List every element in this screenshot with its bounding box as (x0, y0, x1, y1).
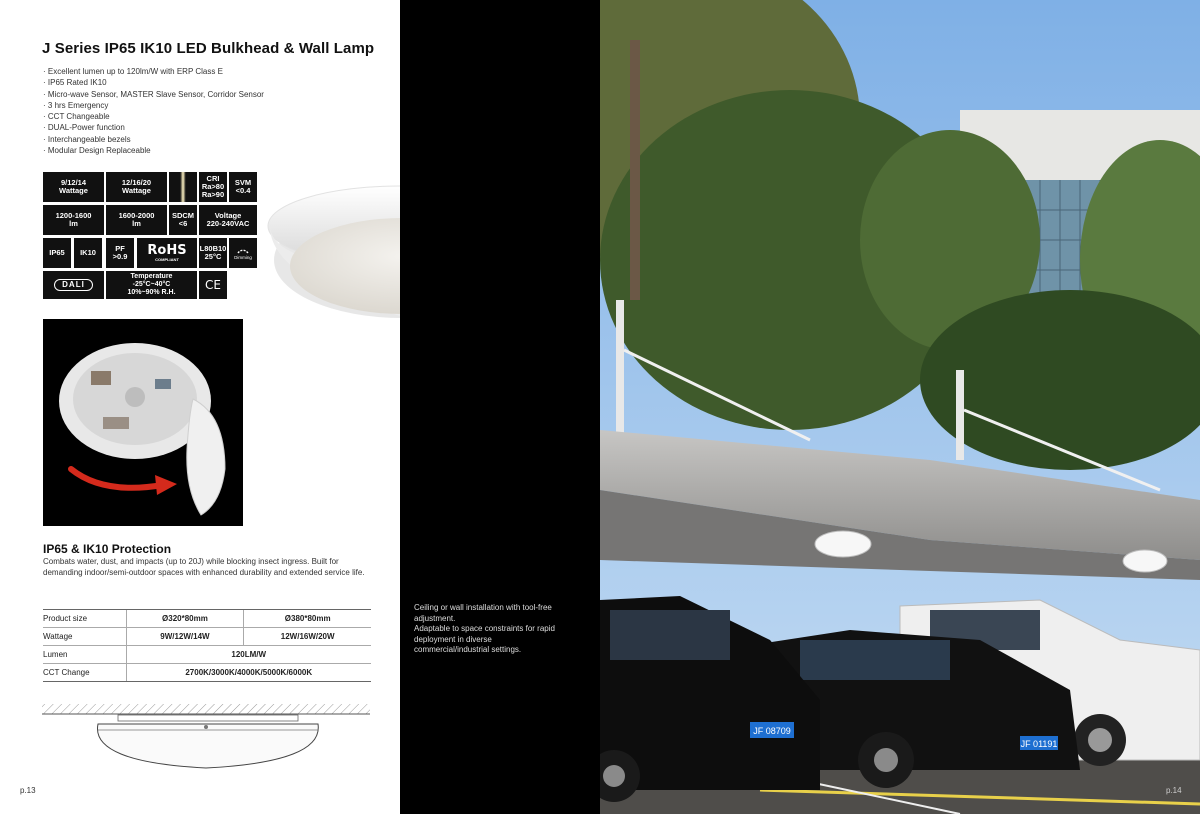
installation-text-body: Ceiling or wall installation with tool-free adjustment. Adaptable to space constraints for rapid deployment in diverse commercial/industrial settings. (414, 603, 555, 654)
page-title: J Series IP65 IK10 LED Bulkhead & Wall Lamp (42, 40, 375, 57)
table-cell: Ø380*80mm (244, 610, 371, 628)
page-number: p.14 (1166, 786, 1182, 795)
ik10-icon: IK10 (74, 238, 102, 268)
table-row (43, 646, 371, 664)
table-cell: 12W/16W/20W (244, 628, 371, 646)
ce-icon: CE (199, 271, 227, 299)
table-cell: 120LM/W (126, 646, 371, 664)
lamp-interior-photo (43, 319, 243, 526)
light-beam-icon (169, 172, 197, 202)
table-row (43, 664, 371, 682)
carport-photo (600, 0, 1200, 814)
dali-label: DALI (54, 279, 93, 291)
wattage-b-icon: 12/16/20 Wattage (106, 172, 167, 202)
feature-item: · DUAL-Power function (43, 122, 264, 133)
lumen-a-icon: 1200-1600 lm (43, 205, 104, 235)
l80b10-icon: L80B10 25°C (199, 238, 227, 268)
ip65-icon: IP65 (43, 238, 71, 268)
protection-heading: IP65 & IK10 Protection (43, 542, 172, 556)
feature-item: · Modular Design Replaceable (43, 145, 264, 156)
cri-icon: CRI Ra>80 Ra>90 (199, 172, 227, 202)
feature-list (43, 66, 264, 156)
rohs-icon (137, 238, 197, 268)
dimming-label: Dimming (234, 255, 252, 260)
voltage-icon: Voltage 220-240VAC (199, 205, 257, 235)
carport-scene-illustration (600, 0, 1200, 814)
feature-item: · Micro-wave Sensor, MASTER Slave Sensor, Corridor Sensor (43, 89, 264, 100)
technical-drawing (40, 700, 372, 780)
feature-item: · Excellent lumen up to 120lm/W with ERP Class E (43, 66, 264, 77)
table-cell: 2700K/3000K/4000K/5000K/6000K (126, 664, 371, 682)
spec-table (43, 609, 371, 682)
table-row (43, 610, 371, 628)
table-cell: 9W/12W/14W (126, 628, 244, 646)
kia-plate-text: JF 08709 (753, 726, 791, 736)
feature-item: · CCT Changeable (43, 111, 264, 122)
installation-text (414, 603, 564, 656)
table-label: Product size (43, 610, 126, 628)
table-row (43, 628, 371, 646)
table-label: CCT Change (43, 664, 126, 682)
table-cell: Ø320*80mm (126, 610, 244, 628)
protection-description: Combats water, dust, and impacts (up to 20J) while blocking insect ingress. Built for demanding indoor/semi-outdoor spaces with enhanced durability and extended service life. (43, 557, 365, 577)
dimming-dial-icon (236, 244, 250, 254)
dali-icon (43, 271, 104, 299)
table-label: Wattage (43, 628, 126, 646)
rohs-sub-label: COMPLIANT (155, 257, 179, 262)
lumen-b-icon: 1600-2000 lm (106, 205, 167, 235)
feature-item: · 3 hrs Emergency (43, 100, 264, 111)
dimming-icon (229, 238, 257, 268)
lamp-interior-illustration (43, 319, 243, 526)
pf-icon: PF >0.9 (106, 238, 134, 268)
page-number: p.13 (20, 786, 36, 795)
left-page (0, 0, 400, 814)
citroen-plate-text: JF 01191 (1020, 739, 1058, 749)
wattage-a-icon: 9/12/14 Wattage (43, 172, 104, 202)
temperature-icon: Temperature -25°C~40°C 10%~90% R.H. (106, 271, 197, 299)
feature-item: · Interchangeable bezels (43, 134, 264, 145)
sdcm-icon: SDCM <6 (169, 205, 197, 235)
svm-icon: SVM <0.4 (229, 172, 257, 202)
table-label: Lumen (43, 646, 126, 664)
feature-item: · IP65 Rated IK10 (43, 77, 264, 88)
black-panel (400, 0, 600, 814)
rohs-label: RoHS (147, 243, 187, 258)
